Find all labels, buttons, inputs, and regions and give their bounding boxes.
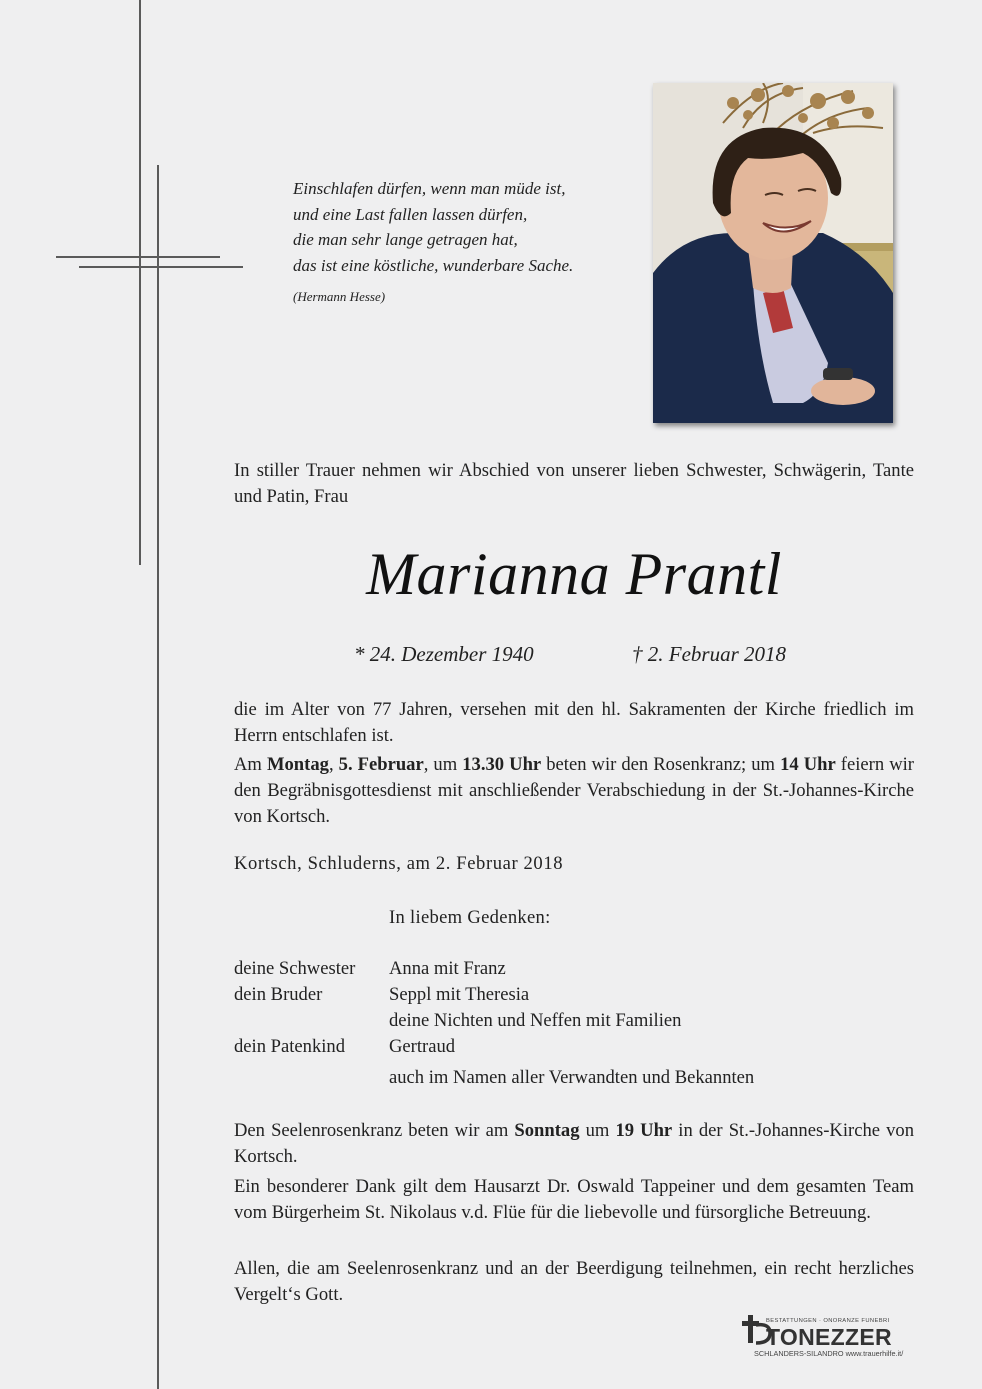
deceased-name: Marianna Prantl [366, 541, 782, 607]
cross-horizontal-upper [56, 256, 220, 258]
logo-tagline: BESTATTUNGEN · ONORANZE FUNEBRI [766, 1318, 890, 1324]
closing-thanks: Allen, die am Seelenrosenkranz und an der Beerdigung teilnehmen, ein recht herzliches Vergelt‘s Gott. [234, 1258, 914, 1305]
relative-names: deine Nichten und Neffen mit Familien [389, 1010, 682, 1031]
relative-label: dein Patenkind [234, 1036, 346, 1057]
text-segment: , [328, 754, 339, 775]
cross-horizontal-lower [79, 266, 243, 268]
relative-names: Gertraud [389, 1036, 456, 1057]
quote-line: das ist eine köstliche, wunderbare Sache. [293, 255, 574, 275]
text-segment: Den Seelenrosenkranz beten wir am [234, 1120, 515, 1141]
funeral-home-logo [742, 1313, 917, 1359]
text-segment: in der St.-Johannes-Kirche von Kortsch. [234, 1120, 914, 1167]
quote-block [293, 176, 623, 310]
portrait-photo [653, 83, 893, 423]
quote-line: die man sehr lange getragen hat, [293, 230, 518, 249]
relative-label: deine Schwester [234, 958, 356, 979]
bold-date: 5. Februar [338, 754, 424, 775]
intro-text: In stiller Trauer nehmen wir Abschied von unserer lieben Schwester, Schwägerin, Tante und Patin, Frau [234, 460, 914, 507]
bold-time: 13.30 Uhr [462, 754, 542, 775]
logo-brand: TONEZZER [766, 1324, 892, 1350]
text-segment: beten wir den Rosenkranz; um [541, 754, 781, 775]
birth-date: * 24. Dezember 1940 [354, 642, 534, 666]
portrait-illustration [653, 83, 893, 423]
text-segment: Am [234, 754, 267, 775]
death-announcement: die im Alter von 77 Jahren, versehen mit den hl. Sakramenten der Kirche friedlich im Herrn entschlafen ist. [234, 699, 914, 746]
relative-names: Seppl mit Theresia [389, 984, 530, 1005]
relative-label: dein Bruder [234, 984, 323, 1005]
bold-day: Sonntag [514, 1120, 580, 1141]
memory-heading: In liebem Gedenken: [389, 907, 551, 928]
text-segment: um [579, 1120, 616, 1141]
rosary-info [234, 1118, 914, 1170]
quote-author: (Hermann Hesse) [293, 289, 386, 304]
text-segment: , um [423, 754, 463, 775]
relative-names: auch im Namen aller Verwandten und Bekannten [389, 1067, 755, 1088]
bold-time: 14 Uhr [780, 754, 836, 775]
cross-vertical-right [157, 165, 159, 1389]
place-and-date: Kortsch, Schluderns, am 2. Februar 2018 [234, 853, 564, 874]
death-date: † 2. Februar 2018 [632, 642, 786, 666]
quote-line: Einschlafen dürfen, wenn man müde ist, [293, 179, 566, 198]
bold-day: Montag [266, 754, 329, 775]
quote-line: und eine Last fallen lassen dürfen, [293, 204, 528, 224]
funeral-details [234, 752, 914, 830]
logo-subline: SCHLANDERS-SILANDRO www.trauerhilfe.it/ [754, 1349, 904, 1358]
bold-time: 19 Uhr [615, 1120, 673, 1141]
relative-names: Anna mit Franz [389, 958, 506, 979]
thanks-text: Ein besonderer Dank gilt dem Hausarzt Dr. Oswald Tappeiner und dem gesamten Team vom Bürgerheim St. Nikolaus v.d. Flüe für die liebevolle und fürsorgliche Betreuung. [234, 1176, 914, 1223]
text-segment: feiern wir den Begräbnisgottesdienst mit anschließender Verabschiedung in der St.-Johannes-Kirche von Kortsch. [234, 754, 914, 827]
cross-vertical-left [139, 0, 141, 565]
